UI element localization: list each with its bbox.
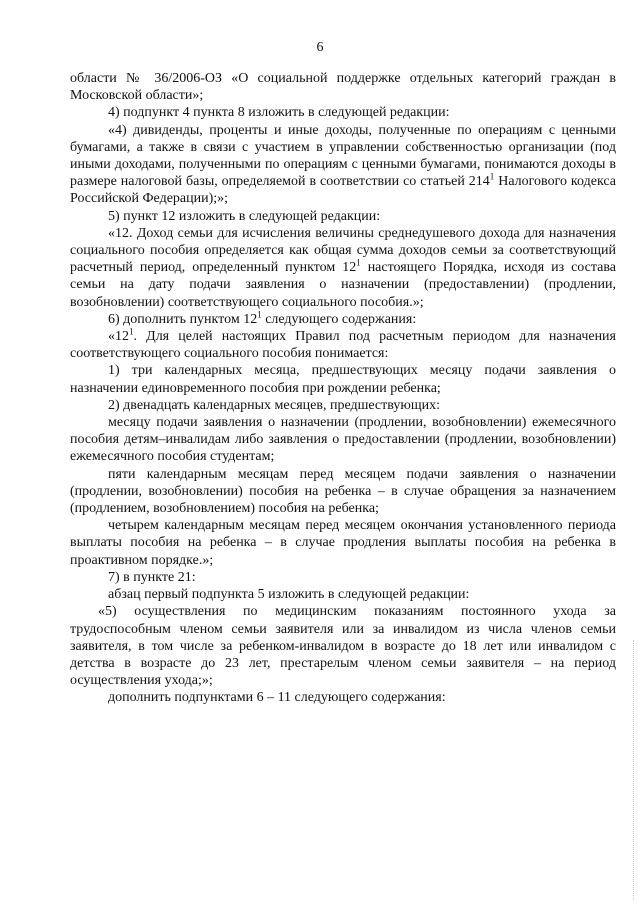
paragraph bbox=[70, 586, 616, 603]
paragraph bbox=[70, 122, 616, 208]
superscript: 1 bbox=[257, 309, 262, 320]
paragraph bbox=[70, 466, 616, 518]
paragraph-text: . Для целей настоящих Правил под расчетным периодом для назначения соответствующего социального пособия понимается: bbox=[70, 329, 616, 362]
paragraph bbox=[70, 225, 616, 311]
paragraph-text: пяти календарным месяцам перед месяцем подачи заявления о назначении (продлении, возобновлении) пособия на ребенка – в случае обращения за назначением (продлением, возобновлением) пособия на ребенка; bbox=[70, 466, 616, 517]
paragraph-text: абзац первый подпункта 5 изложить в следующей редакции: bbox=[108, 587, 470, 603]
paragraph bbox=[70, 689, 616, 706]
paragraph bbox=[70, 311, 616, 328]
paragraph-text: «5) осуществления по медицинским показаниям постоянного ухода за трудоспособным членом семьи заявителя или за инвалидом из числа членов семьи заявителя, в том числе за ребенком-инвалидом в возрасте до 18 лет или инвалидом с детства в возрасте до 23 лет, престарелым членом семьи заявителя – на период осуществления ухода;»; bbox=[70, 604, 616, 689]
paragraph-text: области № 36/2006-ОЗ «О социальной поддержке отдельных категорий граждан в Московской области»; bbox=[70, 71, 616, 104]
paragraph-text: 2) двенадцать календарных месяцев, предшествующих: bbox=[108, 397, 441, 413]
paragraph-text: 4) подпункт 4 пункта 8 изложить в следующей редакции: bbox=[108, 105, 450, 121]
document-body bbox=[70, 70, 616, 707]
paragraph-text: 6) дополнить пунктом 12 bbox=[108, 311, 258, 327]
paragraph bbox=[70, 70, 616, 104]
paragraph-text: 5) пункт 12 изложить в следующей редакции: bbox=[108, 208, 381, 224]
superscript: 1 bbox=[129, 326, 134, 337]
paragraph-text: настоящего Порядка, исходя из состава семьи на дату подачи заявления о назначении (предоставлении) (продлении, возобновлении) соответствующего социального пособия.»; bbox=[70, 260, 616, 310]
paragraph-text: «12 bbox=[108, 329, 129, 345]
paragraph bbox=[70, 569, 616, 586]
paragraph-text: «12. Доход семьи для исчисления величины среднедушевого дохода для назначения социального пособия определяется как общая сумма доходов семьи за соответствующий расчетный период, определенный пунктом 12 bbox=[70, 225, 616, 276]
paragraph bbox=[70, 362, 616, 396]
paragraph-text: дополнить подпунктами 6 – 11 следующего содержания: bbox=[108, 690, 446, 706]
paragraph-text: месяцу подачи заявления о назначении (продлении, возобновлении) ежемесячного пособия детям–инвалидам либо заявления о предоставлении (продлении, возобновлении) ежемесячного пособия студентам; bbox=[70, 415, 616, 465]
superscript: 1 bbox=[489, 171, 495, 182]
paragraph bbox=[70, 104, 616, 121]
page-number: 6 bbox=[316, 40, 324, 55]
paragraph bbox=[70, 397, 616, 414]
paragraph-text: 1) три календарных месяца, предшествующих месяцу подачи заявления о назначении единовременного пособия при рождении ребенка; bbox=[70, 363, 616, 396]
scan-edge-marks bbox=[631, 640, 634, 900]
paragraph bbox=[70, 603, 616, 689]
paragraph-text: 7) в пункте 21: bbox=[108, 569, 196, 585]
paragraph bbox=[70, 414, 616, 466]
paragraph-text: четырем календарным месяцам перед месяцем окончания установленного периода выплаты пособия на ребенка – в случае продления выплаты пособия на ребенка в проактивном порядке.»; bbox=[70, 518, 616, 568]
paragraph-text: Налогового кодекса Российской Федерации);»; bbox=[70, 174, 616, 207]
paragraph bbox=[70, 517, 616, 569]
superscript: 1 bbox=[356, 257, 361, 268]
paragraph bbox=[70, 328, 616, 362]
paragraph-text: «4) дивиденды, проценты и иные доходы, полученные по операциям с ценными бумагами, а также в связи с участием в управлении собственностью организации (под иными доходами, полученными по операциям с ценными бумагами, понимаются доходы в размере налоговой базы, определяемой в соответствии со статьей 214 bbox=[70, 122, 616, 190]
paragraph-text: следующего содержания: bbox=[261, 311, 417, 327]
paragraph bbox=[70, 208, 616, 225]
